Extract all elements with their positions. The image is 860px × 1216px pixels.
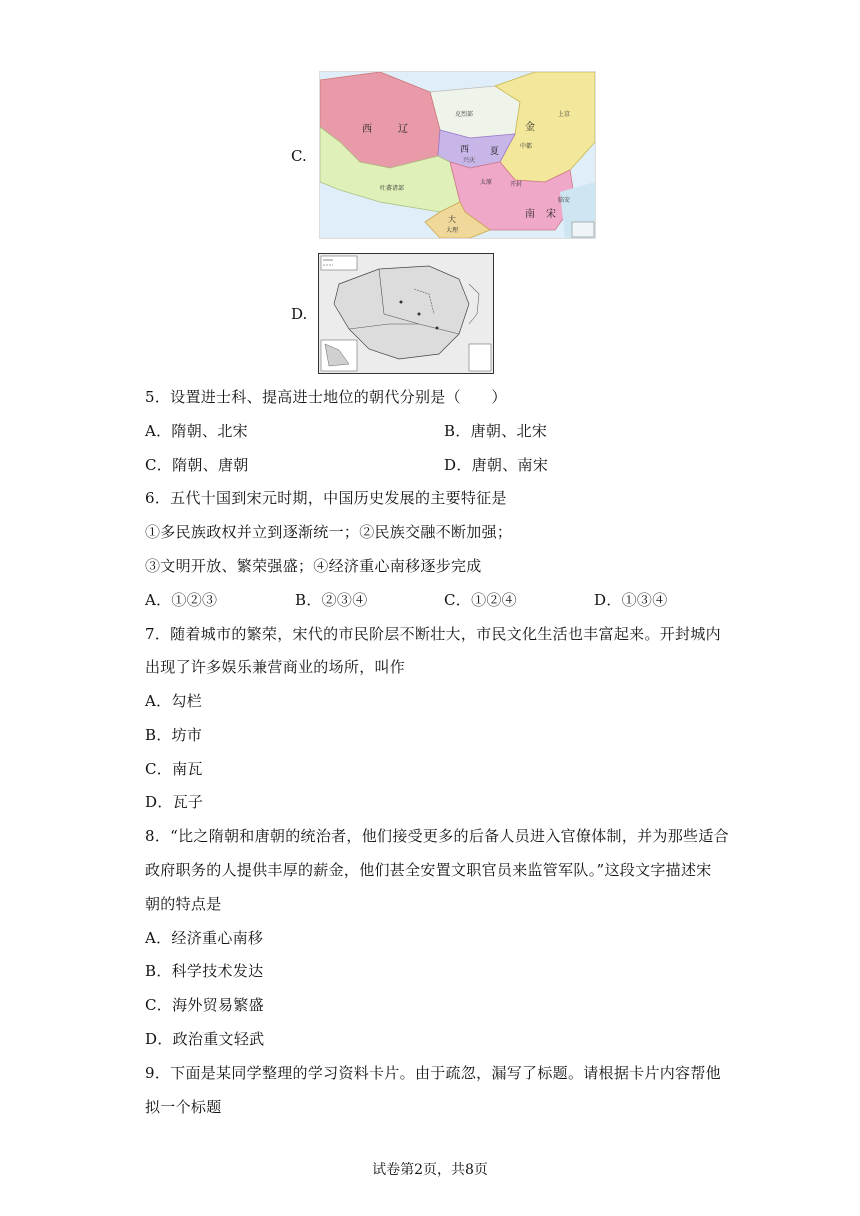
map-c-label: 宋 bbox=[546, 209, 556, 220]
question-8-stem: 8．“比之隋朝和唐朝的统治者，他们接受更多的后备人员进入官僚体制，并为那些适合 bbox=[145, 827, 729, 845]
q5-option-d[interactable]: D．唐朝、南宋 bbox=[444, 456, 549, 474]
question-7-line: 出现了许多娱乐兼营商业的场所，叫作 bbox=[145, 658, 406, 676]
option-c-label: C. bbox=[291, 147, 307, 165]
question-6-line: ③文明开放、繁荣强盛；④经济重心南移逐步完成 bbox=[145, 557, 482, 575]
q6-option-c[interactable]: C．①②④ bbox=[444, 591, 517, 609]
q5-option-a[interactable]: A．隋朝、北宋 bbox=[145, 422, 248, 440]
map-c-label: 开封 bbox=[510, 181, 523, 188]
question-6-stem: 6．五代十国到宋元时期，中国历史发展的主要特征是 bbox=[145, 489, 507, 507]
q7-option-b[interactable]: B．坊市 bbox=[145, 726, 203, 744]
song-liao-xia-jin-map bbox=[320, 72, 595, 238]
question-9-line: 拟一个标题 bbox=[145, 1098, 222, 1116]
map-c-label: 克烈部 bbox=[455, 111, 474, 118]
q8-option-d[interactable]: D．政治重文轻武 bbox=[145, 1030, 265, 1048]
map-c-label: 西 bbox=[362, 124, 372, 135]
map-c-label: 太原 bbox=[480, 179, 493, 186]
page-footer: 试卷第2页，共8页 bbox=[372, 1162, 488, 1178]
map-option-d bbox=[318, 253, 494, 374]
q6-option-a[interactable]: A．①②③ bbox=[145, 591, 218, 609]
q6-option-b[interactable]: B．②③④ bbox=[295, 591, 368, 609]
q6-option-d[interactable]: D．①③④ bbox=[594, 591, 668, 609]
question-5-stem: 5．设置进士科、提高进士地位的朝代分别是（ ） bbox=[145, 388, 507, 406]
question-8-line: 政府职务的人提供丰厚的薪金，他们甚全安置文职官员来监管军队。”这段文字描述宋 bbox=[145, 861, 712, 879]
map-c-label: 西 bbox=[460, 145, 470, 155]
map-c-label: 中都 bbox=[520, 143, 533, 150]
q7-option-d[interactable]: D．瓦子 bbox=[145, 793, 204, 811]
question-7-stem: 7．随着城市的繁荣，宋代的市民阶层不断壮大，市民文化生活也丰富起来。开封城内 bbox=[145, 625, 721, 643]
map-c-label: 辽 bbox=[398, 124, 408, 135]
grayscale-territory-map bbox=[319, 254, 493, 373]
q7-option-a[interactable]: A．勾栏 bbox=[145, 692, 203, 710]
map-c-label: 上京 bbox=[558, 111, 571, 118]
q8-option-c[interactable]: C．海外贸易繁盛 bbox=[145, 996, 264, 1014]
q7-option-c[interactable]: C．南瓦 bbox=[145, 760, 203, 778]
map-option-c bbox=[319, 71, 596, 239]
map-c-label: 大 bbox=[448, 215, 456, 224]
q5-option-b[interactable]: B．唐朝、北宋 bbox=[444, 422, 548, 440]
q8-option-b[interactable]: B．科学技术发达 bbox=[145, 962, 264, 980]
question-9-stem: 9．下面是某同学整理的学习资料卡片。由于疏忽，漏写了标题。请根据卡片内容帮他 bbox=[145, 1064, 721, 1082]
map-c-label: 兴庆 bbox=[463, 157, 476, 164]
map-c-label: 南 bbox=[525, 209, 535, 220]
map-c-label: 夏 bbox=[490, 147, 500, 157]
map-c-label: 金 bbox=[525, 122, 535, 133]
question-8-line: 朝的特点是 bbox=[145, 895, 222, 913]
map-c-label: 临安 bbox=[558, 197, 571, 204]
question-6-line: ①多民族政权并立到逐渐统一；②民族交融不断加强； bbox=[145, 523, 513, 541]
map-c-label: 吐蕃诸部 bbox=[380, 185, 405, 192]
map-c-label: 大理 bbox=[446, 227, 459, 234]
q8-option-a[interactable]: A．经济重心南移 bbox=[145, 929, 264, 947]
option-d-label: D. bbox=[291, 305, 308, 323]
q5-option-c[interactable]: C．隋朝、唐朝 bbox=[145, 456, 249, 474]
